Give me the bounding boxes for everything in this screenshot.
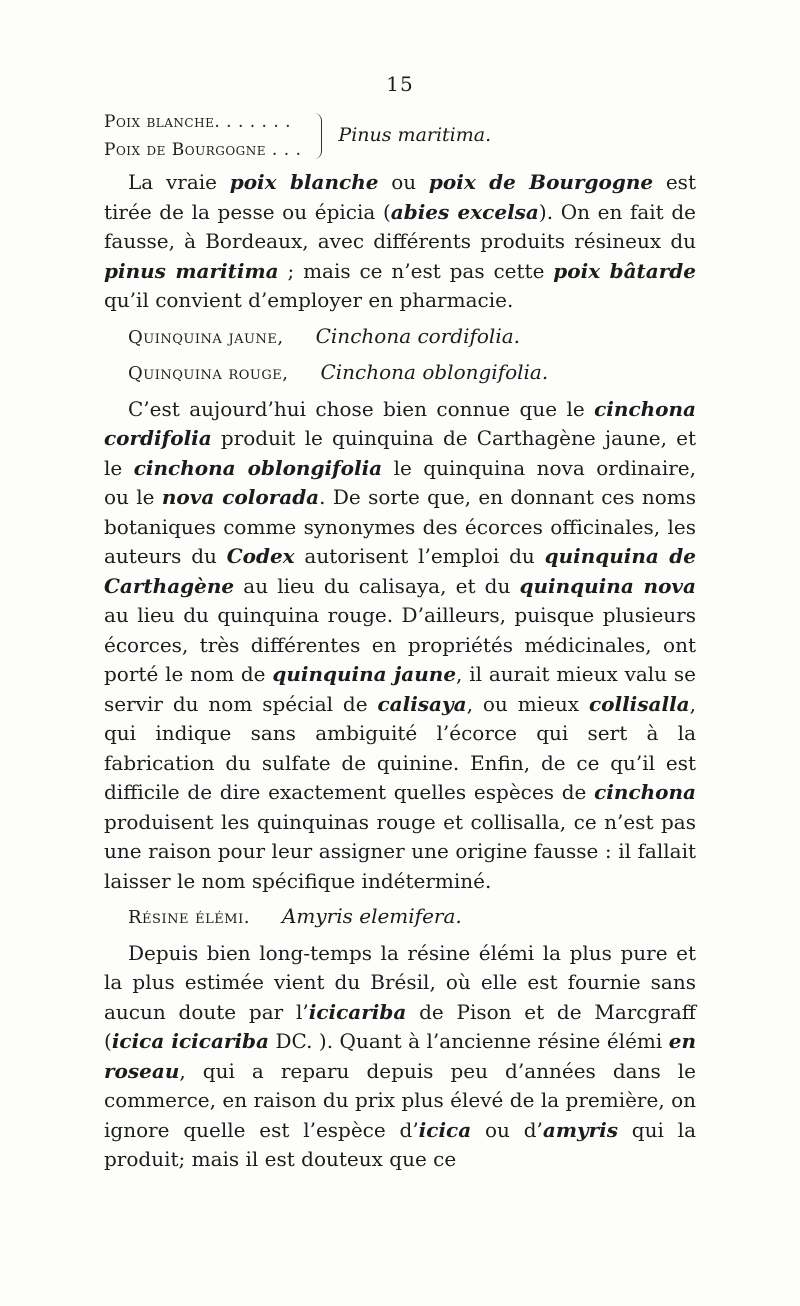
entry-name: Quinquina rouge, xyxy=(128,363,289,384)
paragraph-elemi xyxy=(104,939,696,1175)
text-run: qu’il convient d’employer en pharmacie. xyxy=(104,288,514,312)
synonym-species: Pinus maritima. xyxy=(338,124,492,147)
text-run: ou d’ xyxy=(471,1117,543,1142)
entry-species: Amyris elemifera. xyxy=(281,904,462,928)
italic-term: amyris xyxy=(542,1117,618,1142)
text-run: La vraie xyxy=(128,170,230,194)
entry-heading-resine-elemi xyxy=(104,902,696,933)
text-run: , il aurait mieux valu se servir du nom spécial de xyxy=(104,662,696,716)
text-run: ). On en fait de fausse, à Bordeaux, avec différents produits résineux du xyxy=(104,199,696,253)
italic-term: cinchona cordifolia xyxy=(104,396,696,450)
italic-term: cinchona oblongifolia xyxy=(133,455,383,480)
italic-term: Codex xyxy=(226,544,295,568)
text-run: le quinquina nova ordinaire, ou le xyxy=(104,455,696,509)
text-run: DC. ). Quant à l’ancienne résine élémi xyxy=(269,1029,669,1053)
italic-term: quinquina nova xyxy=(519,573,696,598)
italic-term: poix bâtarde xyxy=(553,258,696,283)
entry-heading-quinquina-jaune xyxy=(104,322,696,353)
synonym-name: Poix de Bourgogne . . . xyxy=(104,140,302,160)
italic-term: calisaya xyxy=(377,691,467,716)
italic-term: icicariba xyxy=(308,999,407,1024)
page-body xyxy=(104,108,696,1181)
italic-term: nova colorada xyxy=(161,485,320,509)
text-run: , qui a reparu depuis peu d’années dans le commerce, en raison du prix plus élevé de la première, on ignore quelle est l’espèce d’ xyxy=(104,1058,696,1142)
text-run: , qui indique sans ambiguité l’écorce qui sert à la fabrication du sulfate de quinine. Enfin, de ce qu’il est difficile de dire exactement quelles espèces de xyxy=(104,691,696,804)
text-run: au lieu du quinquina rouge. D’ailleurs, puisque plusieurs écorces, très différentes en propriétés médicinales, ont porté le nom de xyxy=(104,603,696,686)
italic-term: icica icicariba xyxy=(111,1029,269,1053)
italic-term: pinus maritima xyxy=(104,258,279,283)
page-number: 15 xyxy=(386,72,414,96)
italic-term: quinquina jaune xyxy=(272,662,457,686)
entry-species: Cinchona oblongifolia. xyxy=(320,360,549,384)
italic-term: abies excelsa xyxy=(390,199,539,224)
text-run: autorisent l’emploi du xyxy=(294,544,545,568)
italic-term: poix de Bourgogne xyxy=(428,170,654,194)
synonym-names xyxy=(104,108,301,164)
text-run: . De sorte que, en donnant ces noms botaniques comme synonymes des écorces officinales, les auteurs du xyxy=(104,485,696,568)
italic-term: cinchona xyxy=(594,780,696,804)
text-run: produisent les quinquinas rouge et collisalla, ce n’est pas une raison pour leur assigner une origine fausse : il fallait laisser le nom spécifique indéterminé. xyxy=(104,809,696,893)
entry-heading-quinquina-rouge xyxy=(104,358,696,389)
entry-name: Quinquina jaune, xyxy=(128,326,284,348)
italic-term: poix blanche xyxy=(229,170,379,194)
text-run: ou xyxy=(378,170,429,194)
text-run: produit le quinquina de Carthagène jaune, et le xyxy=(104,426,696,480)
italic-term: icica xyxy=(418,1117,472,1142)
paragraph-poix xyxy=(104,168,696,316)
entry-name: Résine élémi. xyxy=(128,907,250,928)
italic-term: quinquina de Carthagène xyxy=(104,544,696,598)
italic-term: en roseau xyxy=(104,1029,697,1083)
text-run: est tirée de la pesse ou épicia ( xyxy=(104,170,696,224)
entry-species: Cinchona cordifolia. xyxy=(315,323,520,348)
text-run: de Pison et de Marcgraff ( xyxy=(104,999,696,1053)
brace-icon xyxy=(311,113,322,159)
synonym-name: Poix blanche. . . . . . . xyxy=(104,112,292,132)
italic-term: collisalla xyxy=(588,691,690,716)
text-run: ; mais ce n’est pas cette xyxy=(278,258,554,283)
text-run: Depuis bien long-temps la résine élémi la plus pure et la plus estimée vient du Brésil, où elle est fournie sans aucun doute par l’ xyxy=(104,940,696,1024)
text-run: C’est aujourd’hui chose bien connue que le xyxy=(128,396,595,421)
text-run: , ou mieux xyxy=(466,691,589,716)
synonym-group xyxy=(104,108,696,164)
paragraph-quinquina xyxy=(104,395,696,897)
text-run: au lieu du calisaya, et du xyxy=(234,573,520,598)
text-run: qui la produit; mais il est douteux que ce xyxy=(104,1117,696,1171)
